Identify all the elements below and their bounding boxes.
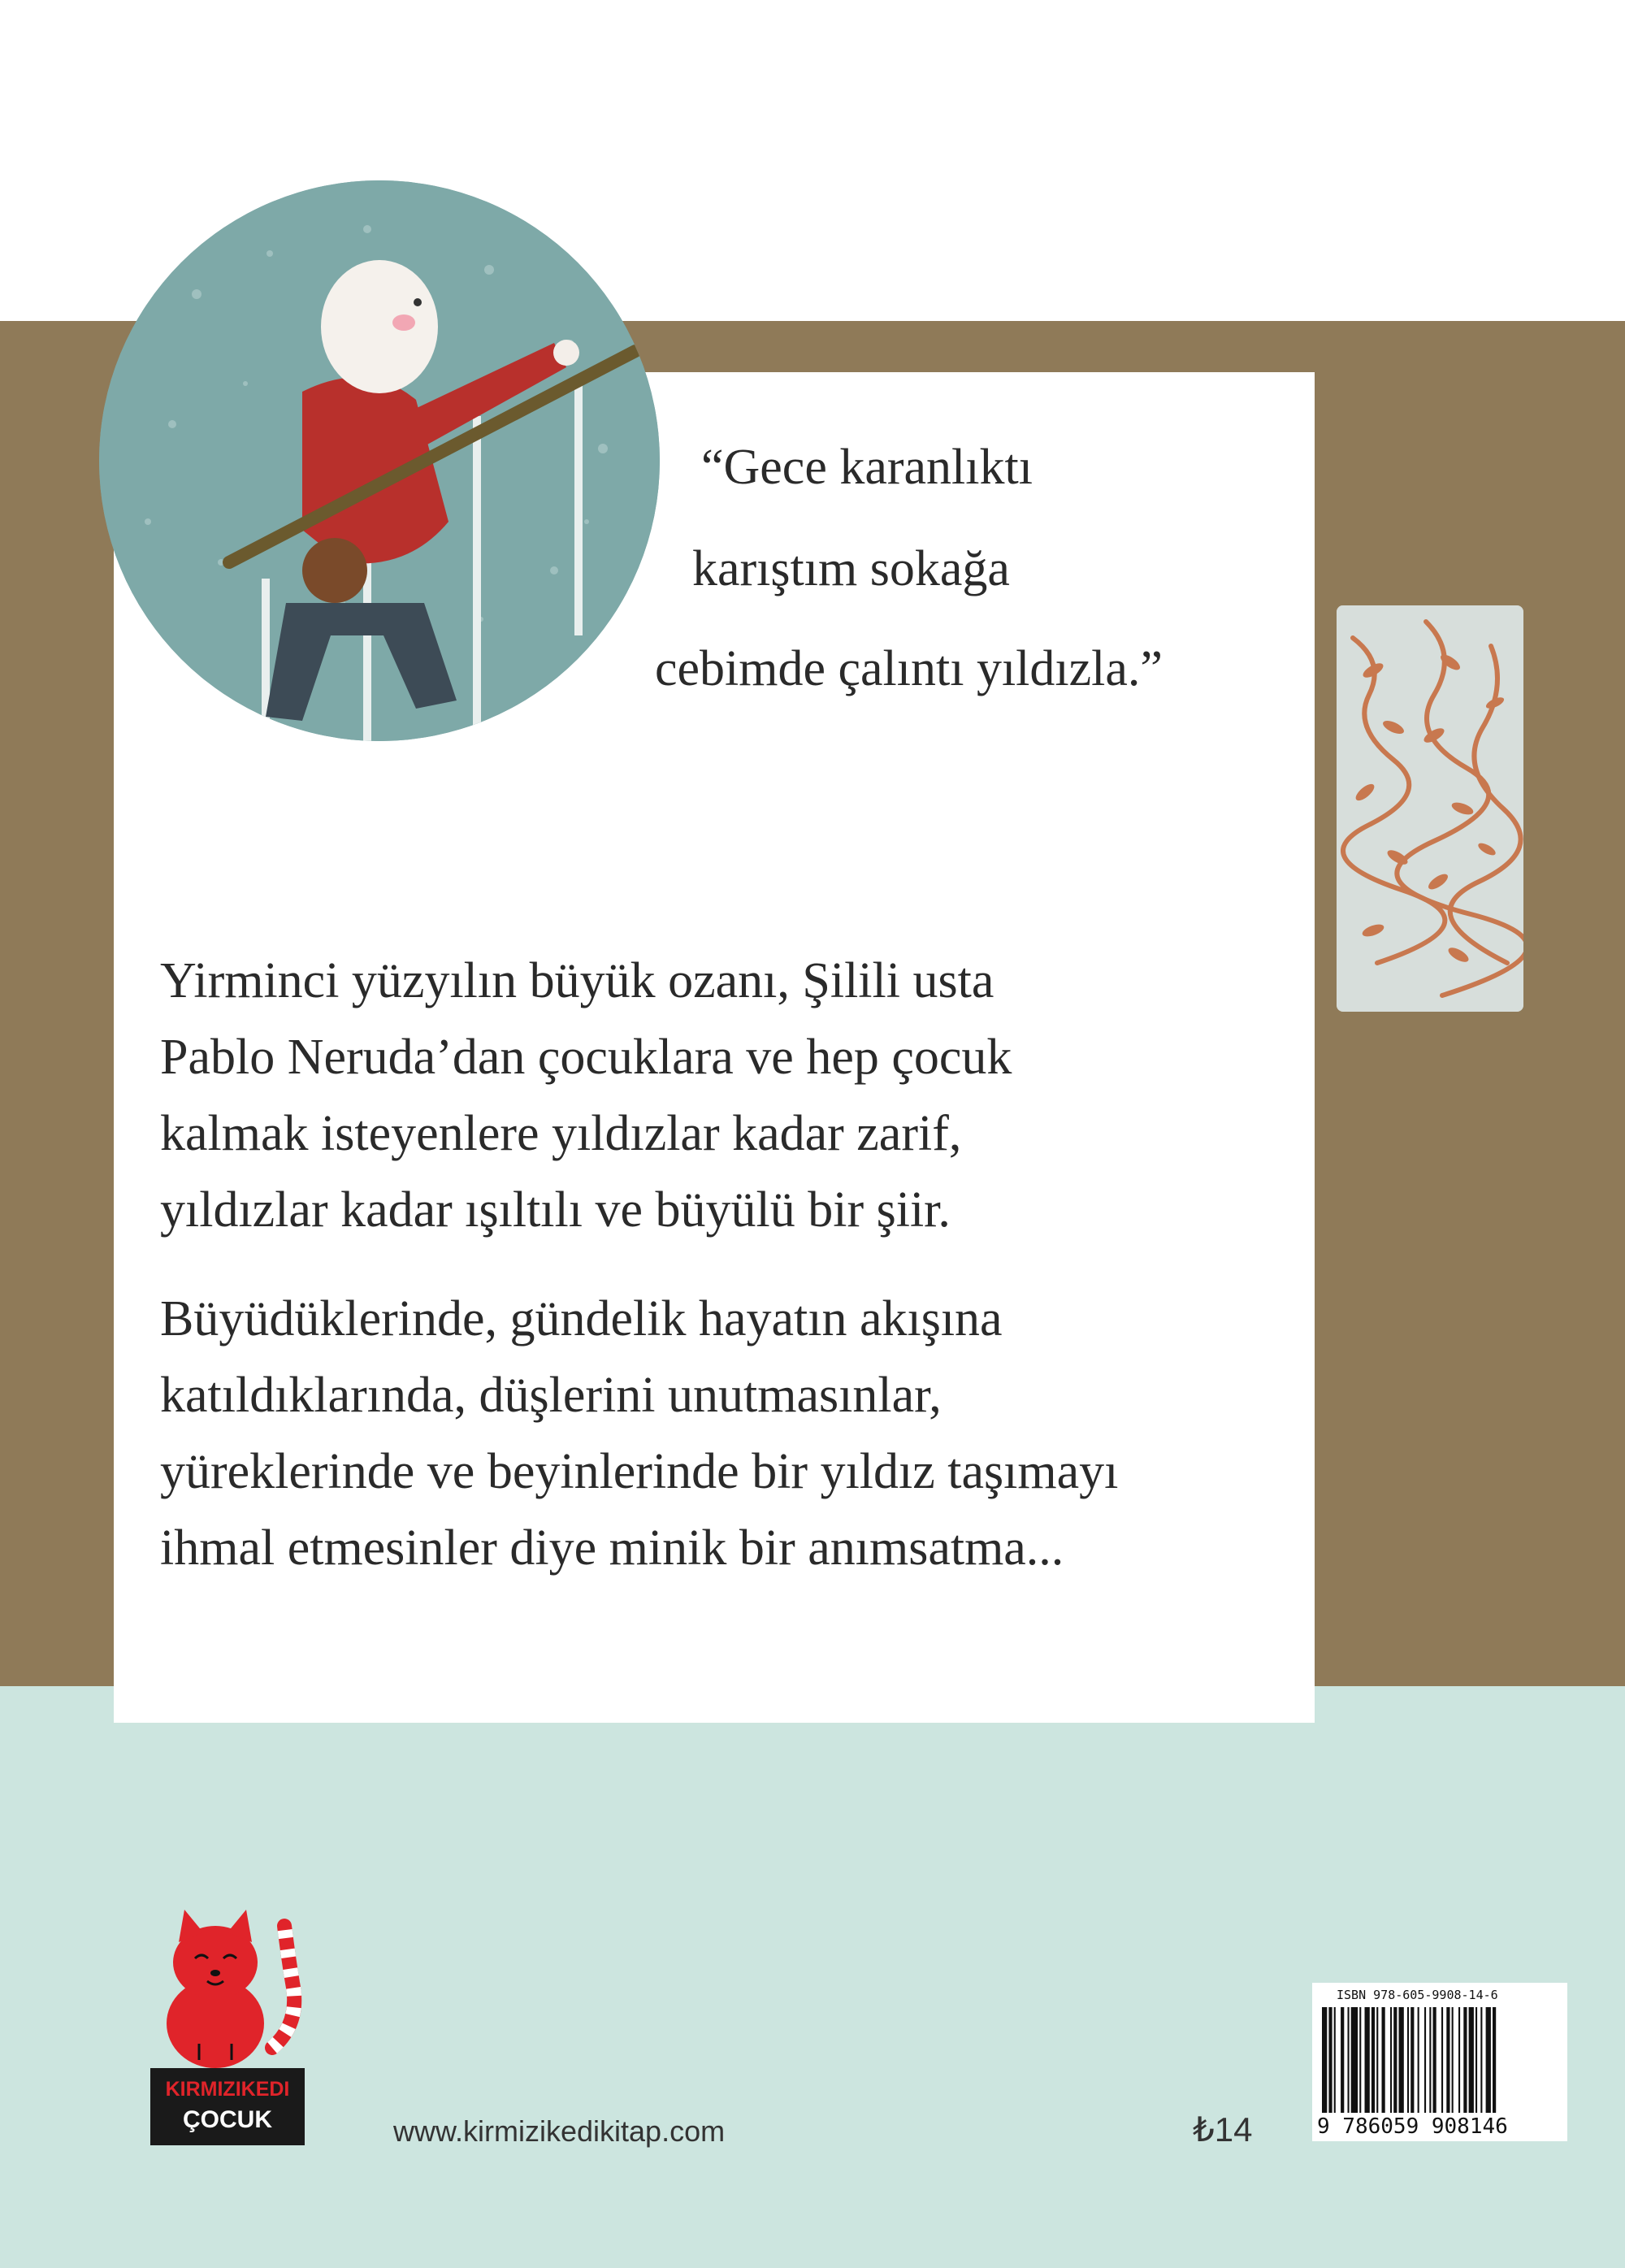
barcode-bar bbox=[1446, 2007, 1450, 2113]
barcode-bar bbox=[1348, 2007, 1350, 2113]
barcode-bar bbox=[1365, 2007, 1370, 2113]
description-line: kalmak isteyenlere yıldızlar kadar zarif, bbox=[160, 1106, 962, 1161]
price-label: ₺14 bbox=[1193, 2110, 1253, 2149]
ean-digits: 9 786059 908146 bbox=[1317, 2114, 1508, 2139]
quote-line: karıştım sokağa bbox=[692, 541, 1010, 596]
boy-on-stairs-illustration bbox=[99, 180, 660, 741]
barcode-bar bbox=[1433, 2007, 1436, 2113]
barcode-bar bbox=[1382, 2007, 1385, 2113]
barcode-bar bbox=[1469, 2007, 1474, 2113]
publisher-imprint: ÇOCUK bbox=[183, 2106, 272, 2133]
barcode-bar bbox=[1359, 2007, 1361, 2113]
barcode-bar bbox=[1418, 2007, 1419, 2113]
barcode-bar bbox=[1493, 2007, 1496, 2113]
description-line: yüreklerinde ve beyinlerinde bir yıldız taşımayı bbox=[160, 1444, 1119, 1499]
barcode-bar bbox=[1341, 2007, 1344, 2113]
barcode-bar bbox=[1393, 2007, 1397, 2113]
description-line: Pablo Neruda’dan çocuklara ve hep çocuk bbox=[160, 1030, 1012, 1085]
barcode-bar bbox=[1441, 2007, 1443, 2113]
barcode-bar bbox=[1390, 2007, 1392, 2113]
barcode-bar bbox=[1351, 2007, 1358, 2113]
description-line: yıldızlar kadar ışıltılı ve büyülü bir şiir. bbox=[160, 1182, 951, 1238]
isbn-label: ISBN 978-605-9908-14-6 bbox=[1337, 1988, 1498, 2002]
book-description bbox=[160, 943, 1298, 1619]
publisher-badge bbox=[150, 2068, 305, 2145]
description-paragraph-1 bbox=[160, 943, 1298, 1248]
publisher-brand: KIRMIZIKEDI bbox=[165, 2078, 290, 2101]
barcode-bar bbox=[1486, 2007, 1491, 2113]
description-line: Yirminci yüzyılın büyük ozanı, Şilili usta bbox=[160, 953, 994, 1008]
barcode-bar bbox=[1376, 2007, 1378, 2113]
barcode-bar bbox=[1328, 2007, 1332, 2113]
barcode-bar bbox=[1480, 2007, 1482, 2113]
red-cat-icon bbox=[150, 1902, 305, 2072]
barcode-bar bbox=[1372, 2007, 1375, 2113]
barcode-bar bbox=[1322, 2007, 1327, 2113]
description-line: ihmal etmesinler diye minik bir anımsatma... bbox=[160, 1520, 1064, 1576]
barcode-bar bbox=[1334, 2007, 1336, 2113]
publisher-website[interactable]: www.kirmizikedikitap.com bbox=[393, 2114, 726, 2148]
barcode-bar bbox=[1458, 2007, 1460, 2113]
barcode-bar bbox=[1399, 2007, 1404, 2113]
barcode-bar bbox=[1476, 2007, 1477, 2113]
window-illustration bbox=[1337, 605, 1523, 1012]
description-line: katıldıklarında, düşlerini unutmasınlar, bbox=[160, 1368, 942, 1423]
quote-line: cebimde çalıntı yıldızla.” bbox=[655, 641, 1163, 696]
barcode-bar bbox=[1463, 2007, 1467, 2113]
quote-line: “Gece karanlıktı bbox=[701, 440, 1033, 495]
isbn-barcode bbox=[1312, 1983, 1567, 2141]
barcode-bar bbox=[1407, 2007, 1409, 2113]
description-line: Büyüdüklerinde, gündelik hayatın akışına bbox=[160, 1291, 1003, 1346]
barcode-bar bbox=[1452, 2007, 1454, 2113]
barcode-bar bbox=[1424, 2007, 1426, 2113]
barcode-bar bbox=[1429, 2007, 1431, 2113]
barcode-bar bbox=[1410, 2007, 1414, 2113]
publisher-logo bbox=[150, 1902, 305, 2145]
description-paragraph-2 bbox=[160, 1281, 1298, 1586]
barcode-bars bbox=[1319, 2007, 1562, 2113]
